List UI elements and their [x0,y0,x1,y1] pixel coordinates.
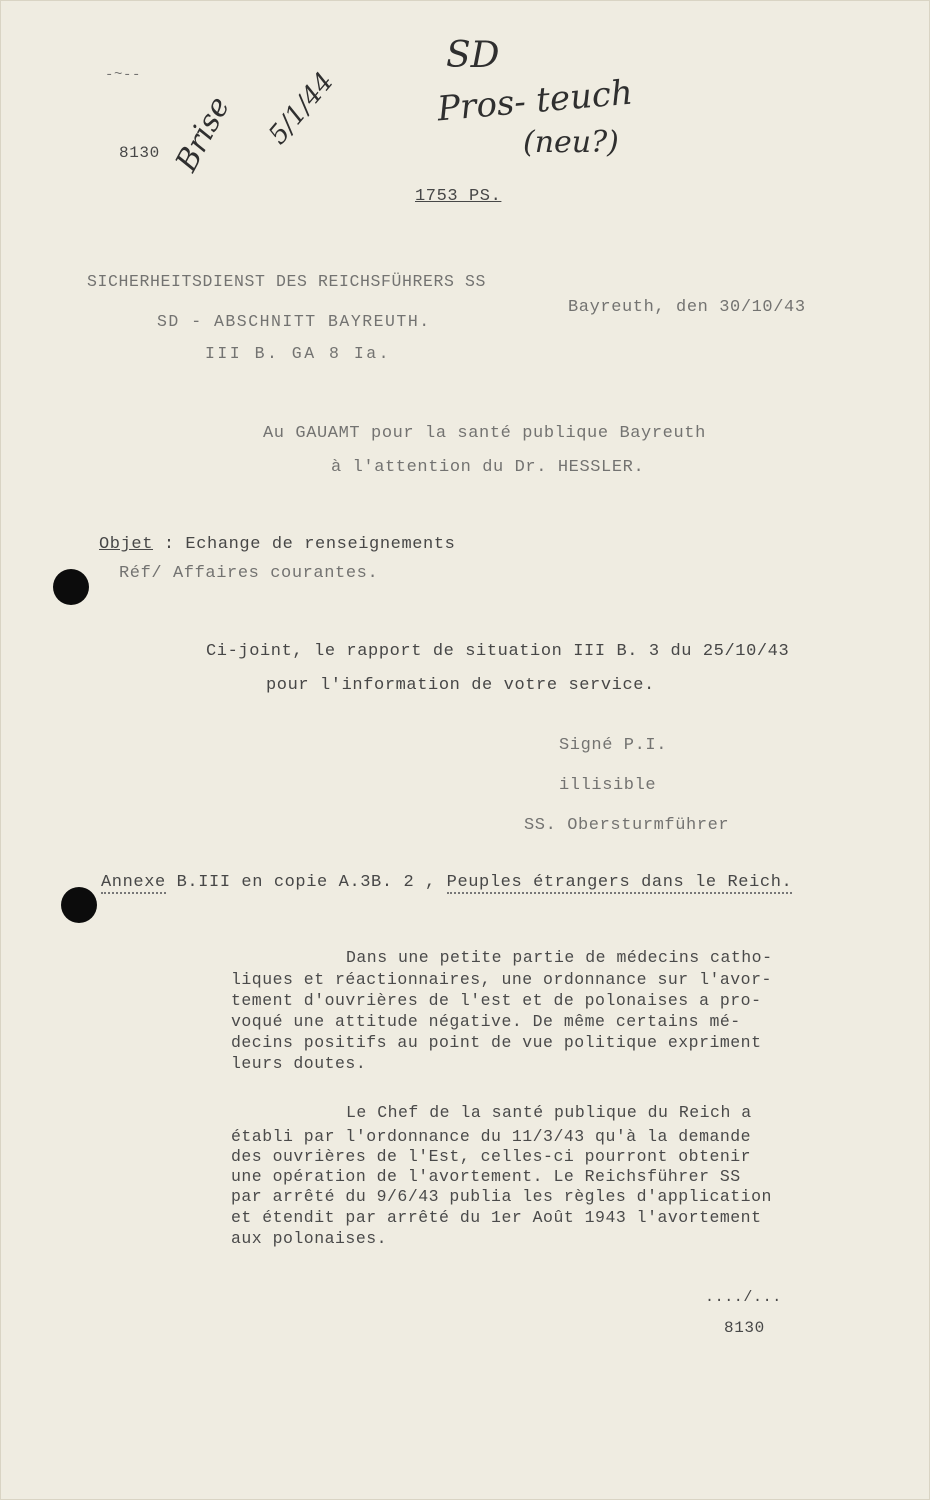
annex-label: Annexe [101,873,166,892]
punch-hole-lower [61,887,97,923]
paragraph-1-line: Dans une petite partie de médecins catho- [346,948,773,967]
sender-line1: SICHERHEITSDIENST DES REICHSFÜHRERS SS [87,272,487,291]
annex-text: B.III en copie A.3B. 2 , [165,873,447,892]
paragraph-2-line: Le Chef de la santé publique du Reich a [346,1103,752,1122]
signature-line3: SS. Obersturmführer [524,816,730,835]
document-number-top: 8130 [119,144,160,162]
paragraph-2-line: établi par l'ordonnance du 11/3/43 qu'à la demande [231,1127,752,1146]
handwritten-note: Pros- teuch [435,72,635,130]
sender-line3: III B. GA 8 Ia. [205,344,392,363]
message-line2: pour l'information de votre service. [266,676,655,695]
paragraph-2-line: aux polonaises. [231,1229,388,1248]
annex-title: Peuples étrangers dans le Reich. [446,873,793,892]
paragraph-1-line: decins positifs au point de vue politique expriment [231,1033,762,1052]
handwritten-date: 5/1/44 [263,66,340,151]
paragraph-2-line: par arrêté du 9/6/43 publia les règles d'application [231,1187,772,1206]
handwritten-sd: SD [446,35,500,76]
paragraph-2-line: une opération de l'avortement. Le Reichsführer SS [231,1167,741,1186]
recipient-line2: à l'attention du Dr. HESSLER. [331,458,645,477]
paragraph-2-line: des ouvrières de l'Est, celles-ci pourront obtenir [231,1147,752,1166]
sender-line2: SD - ABSCHNITT BAYREUTH. [157,312,431,331]
paragraph-1-line: voqué une attitude négative. De même certains mé- [231,1012,741,1031]
paragraph-2-line: et étendit par arrêté du 1er Août 1943 l'avortement [231,1208,762,1227]
paragraph-1-line: liques et réactionnaires, une ordonnance sur l'avor- [231,970,772,989]
recipient-line1: Au GAUAMT pour la santé publique Bayreuth [263,424,706,443]
message-line1: Ci-joint, le rapport de situation III B. 3 du 25/10/43 [206,642,790,661]
place-date: Bayreuth, den 30/10/43 [568,298,806,317]
paragraph-1-line: leurs doutes. [231,1054,367,1073]
reference-number: 1753 PS. [415,187,502,206]
signature-line1: Signé P.I. [559,736,668,755]
paragraph-1-line: tement d'ouvrières de l'est et de polonaises a pro- [231,991,762,1010]
document-number-bottom: 8130 [724,1319,765,1337]
annex-line [101,873,792,892]
subject-text: : Echange de renseignements [153,535,456,554]
subject-reference: Réf/ Affaires courantes. [119,564,379,583]
continuation-mark: ..../... [705,1289,782,1306]
punch-hole-upper [53,569,89,605]
margin-mark: -~-- [105,67,142,83]
subject-line [99,535,455,554]
handwritten-note-query: (neu?) [523,125,619,160]
subject-label: Objet [99,535,154,554]
signature-line2: illisible [559,776,657,795]
handwritten-initials: Brise [169,91,238,178]
